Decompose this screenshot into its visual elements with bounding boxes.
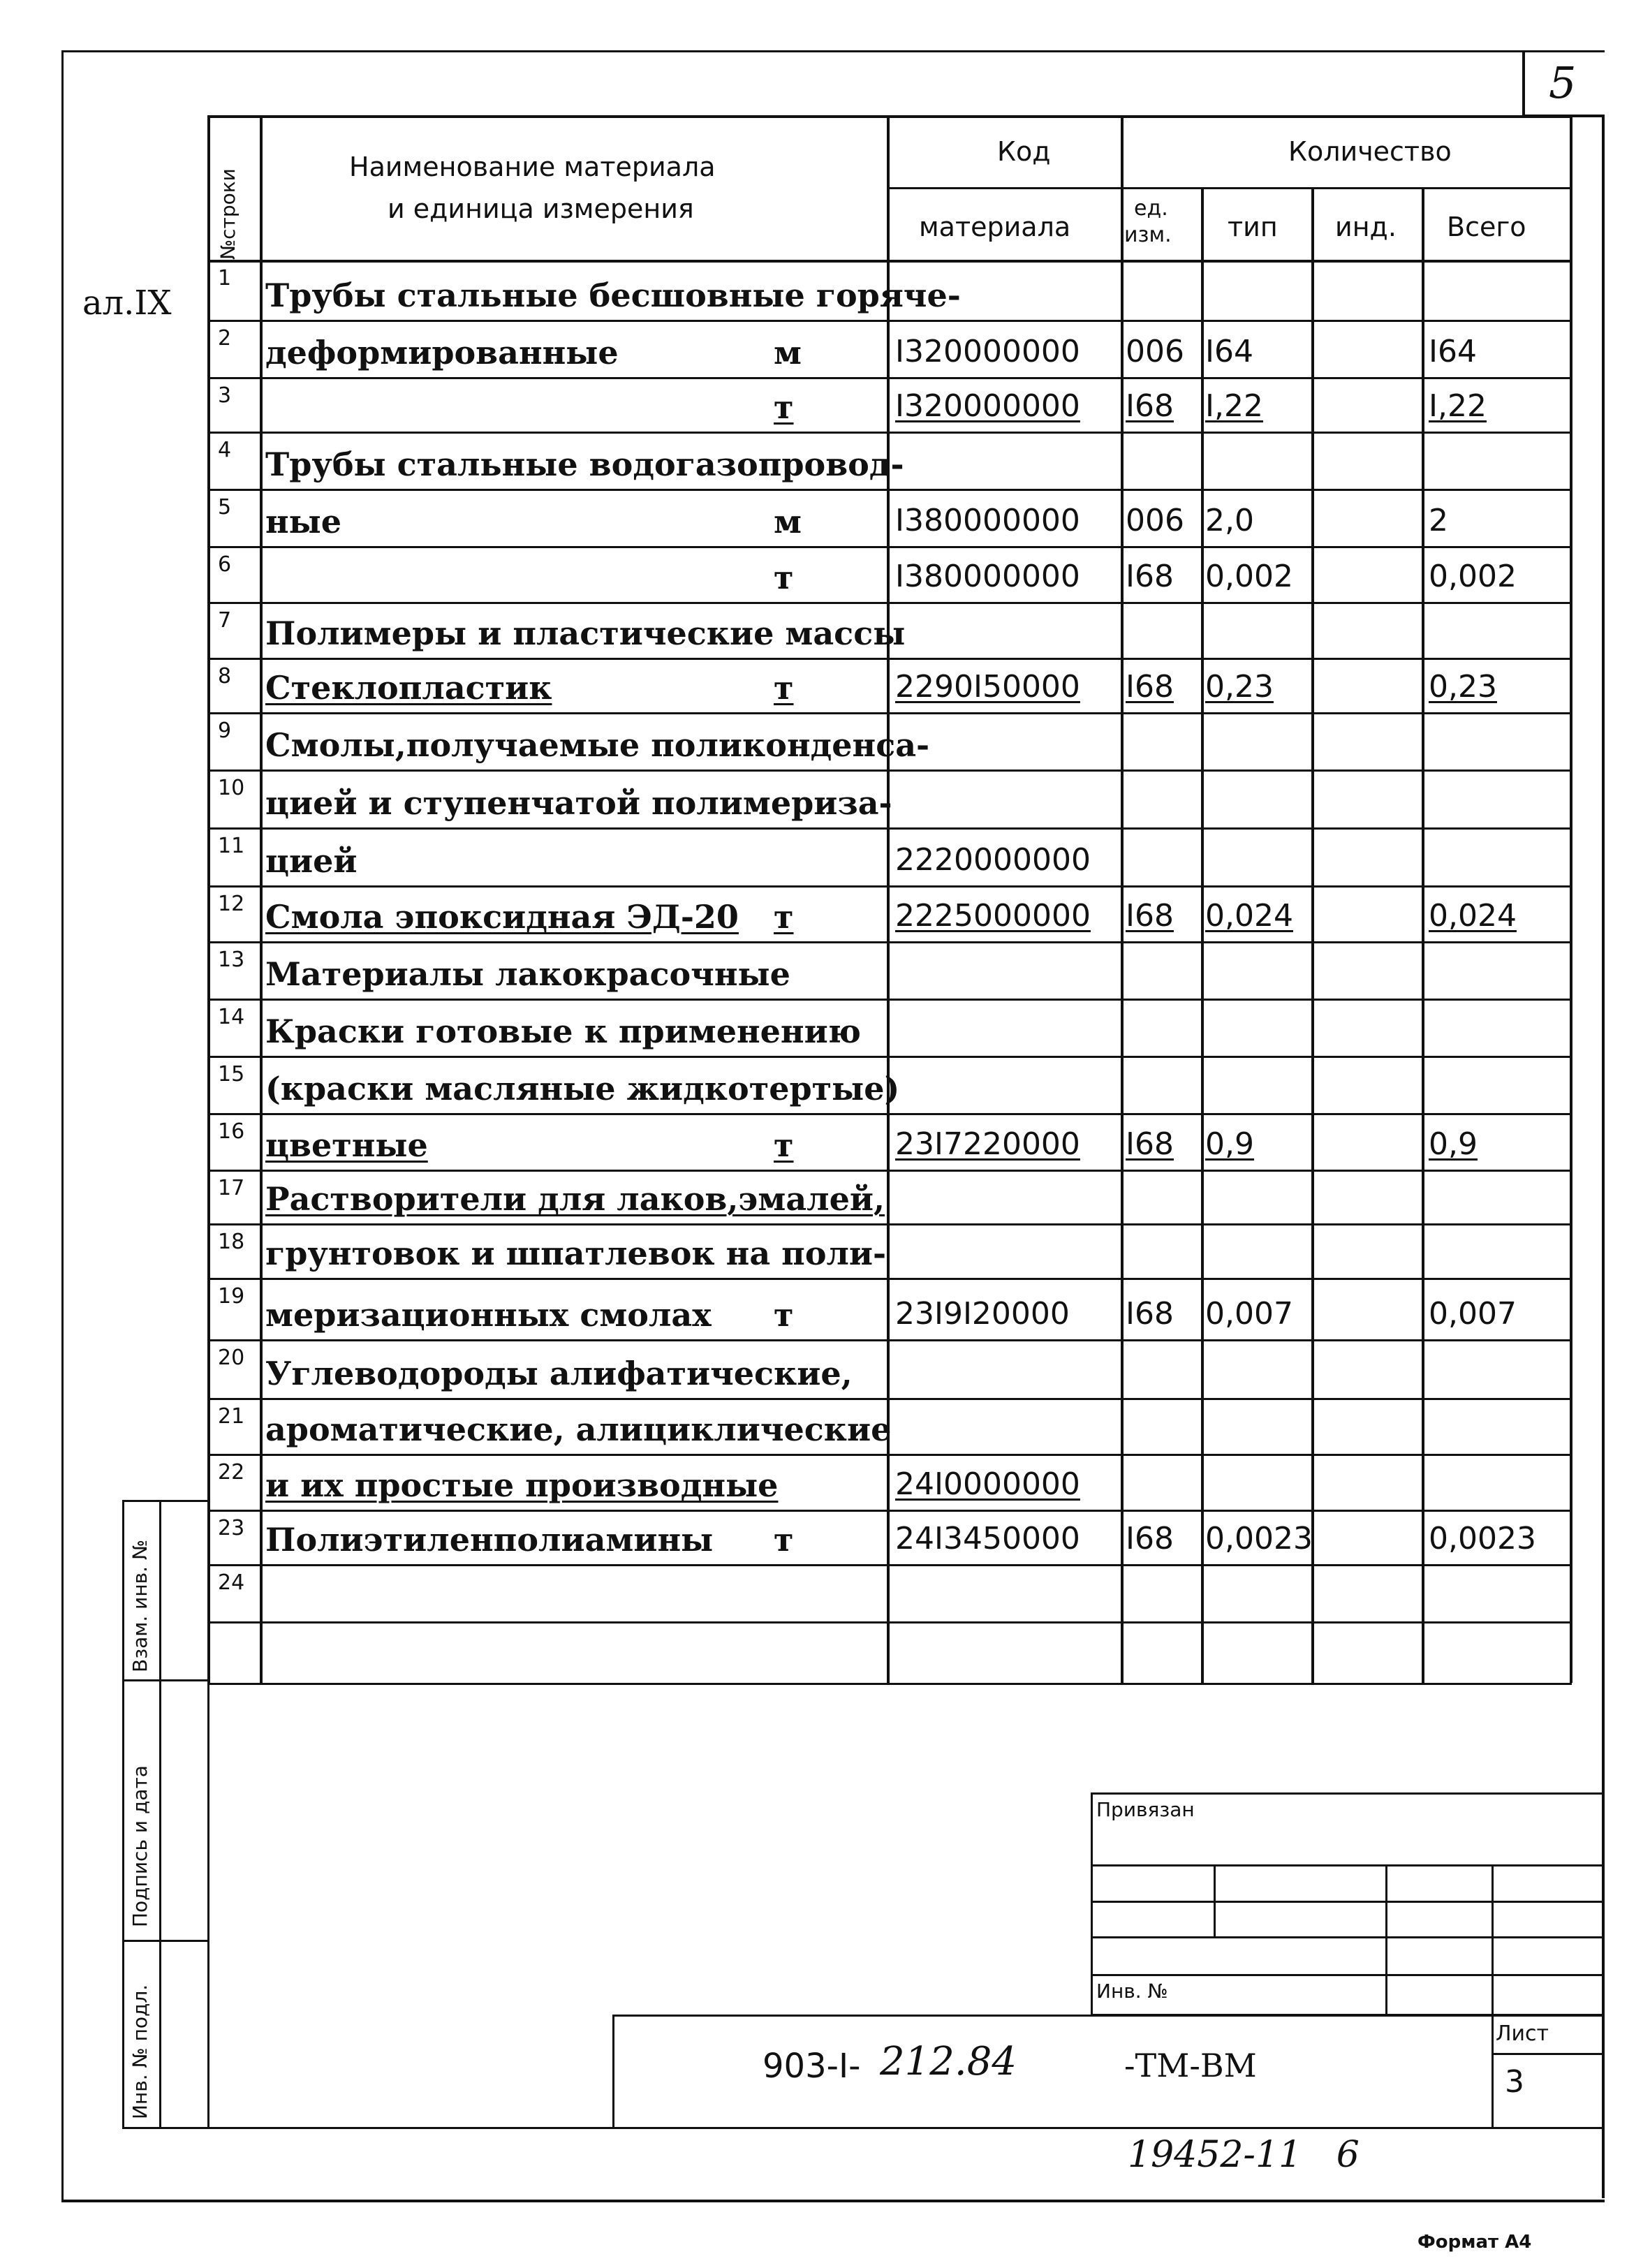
row-line-9 bbox=[207, 770, 1572, 772]
row-line-1 bbox=[207, 320, 1572, 322]
material-code: 23I7220000 bbox=[895, 1126, 1080, 1162]
row-number: 18 bbox=[218, 1230, 245, 1254]
row-number: 6 bbox=[218, 552, 232, 577]
side-label-inv-podl: Инв. № подл. bbox=[128, 1984, 152, 2119]
row-line-11 bbox=[207, 885, 1572, 888]
row-number: 17 bbox=[218, 1176, 245, 1200]
material-name: грунтовок и шпатлевок на поли- bbox=[265, 1235, 887, 1272]
material-name: Краски готовые к применению bbox=[265, 1012, 861, 1050]
material-unit-letter: т bbox=[774, 1296, 794, 1334]
privyazan-v2 bbox=[1385, 1864, 1387, 2016]
row-number: 12 bbox=[218, 892, 245, 916]
material-name: Полиэтиленполиамины bbox=[265, 1521, 714, 1559]
material-code: 2290I50000 bbox=[895, 669, 1080, 705]
material-name: и их простые производные bbox=[265, 1466, 779, 1504]
col-type-line bbox=[1311, 187, 1314, 1683]
row-line-18 bbox=[207, 1278, 1572, 1280]
material-unit-letter: т bbox=[774, 559, 794, 596]
page-number: 5 bbox=[1549, 57, 1577, 108]
qty-total: 0,9 bbox=[1429, 1126, 1478, 1162]
qty-total: I,22 bbox=[1429, 388, 1487, 424]
header-code: Код bbox=[997, 136, 1051, 167]
material-code: I320000000 bbox=[895, 388, 1080, 424]
qty-type: 0,0023 bbox=[1205, 1521, 1313, 1556]
unit-code: I68 bbox=[1126, 1521, 1174, 1556]
side-sep1 bbox=[122, 1679, 209, 1681]
col-ind-line bbox=[1422, 187, 1424, 1683]
qty-type: 0,002 bbox=[1205, 559, 1293, 594]
row-number: 22 bbox=[218, 1460, 245, 1485]
row-number: 11 bbox=[218, 834, 245, 858]
header-individual: инд. bbox=[1335, 212, 1397, 242]
sheet-label: Лист bbox=[1496, 2022, 1549, 2046]
material-name: деформированные bbox=[265, 334, 619, 371]
left-margin-note: ал.IX bbox=[82, 284, 172, 323]
material-unit-letter: м bbox=[774, 334, 802, 371]
row-number: 1 bbox=[218, 266, 232, 290]
row-line-22 bbox=[207, 1510, 1572, 1512]
material-code: 24I3450000 bbox=[895, 1521, 1080, 1556]
frame-bottom bbox=[61, 2200, 1605, 2202]
qty-type: I,22 bbox=[1205, 388, 1263, 424]
privyazan-h1 bbox=[1091, 1864, 1602, 1866]
header-quantity: Количество bbox=[1288, 136, 1452, 167]
row-line-6 bbox=[207, 602, 1572, 604]
doc-handwritten: 212.84 bbox=[880, 2039, 1017, 2084]
row-number: 10 bbox=[218, 776, 245, 800]
sheet-number: 3 bbox=[1505, 2064, 1524, 2100]
unit-code: 006 bbox=[1126, 503, 1184, 538]
material-unit-letter: т bbox=[774, 898, 794, 936]
row-line-7 bbox=[207, 658, 1572, 660]
qty-type: I64 bbox=[1205, 334, 1253, 369]
material-unit-letter: т bbox=[774, 1521, 794, 1559]
privyazan-v1 bbox=[1214, 1864, 1216, 1938]
row-number: 19 bbox=[218, 1284, 245, 1309]
unit-code: I68 bbox=[1126, 388, 1174, 424]
format-label: Формат А4 bbox=[1417, 2232, 1532, 2253]
qty-type: 0,007 bbox=[1205, 1296, 1293, 1332]
bottom-handwritten-note: 19452-11 6 bbox=[1128, 2134, 1360, 2176]
row-line-25 bbox=[207, 1683, 1572, 1685]
row-number: 24 bbox=[218, 1570, 245, 1595]
material-name: Трубы стальные бесшовные горяче- bbox=[265, 277, 961, 314]
material-unit-letter: т bbox=[774, 388, 794, 426]
material-code: 2220000000 bbox=[895, 842, 1091, 878]
doc-prefix: 903-I- bbox=[763, 2047, 861, 2086]
unit-code: I68 bbox=[1126, 1296, 1174, 1332]
unit-code: I68 bbox=[1126, 669, 1174, 705]
row-number: 2 bbox=[218, 326, 232, 351]
qty-type: 0,024 bbox=[1205, 898, 1293, 934]
privyazan-h2 bbox=[1091, 1901, 1602, 1903]
side-label-vzam: Взам. инв. № bbox=[128, 1539, 152, 1672]
material-name: (краски масляные жидкотертые) bbox=[265, 1070, 900, 1107]
table-left-extension bbox=[207, 1683, 209, 2128]
qty-type: 0,9 bbox=[1205, 1126, 1254, 1162]
row-number: 7 bbox=[218, 608, 232, 633]
row-line-12 bbox=[207, 941, 1572, 943]
header-bottom-line bbox=[207, 260, 1572, 263]
frame-right bbox=[1602, 117, 1605, 2198]
row-line-2 bbox=[207, 377, 1572, 379]
side-col-mid bbox=[159, 1500, 161, 2128]
row-number: 8 bbox=[218, 664, 232, 688]
col-unit-line bbox=[1201, 187, 1204, 1683]
material-code: I380000000 bbox=[895, 559, 1080, 594]
qty-type: 0,23 bbox=[1205, 669, 1274, 705]
col-left-line bbox=[207, 115, 210, 1683]
col-rownum-line bbox=[260, 115, 263, 1683]
col-right-line bbox=[1570, 115, 1572, 1683]
unit-code: I68 bbox=[1126, 1126, 1174, 1162]
row-line-5 bbox=[207, 546, 1572, 548]
row-line-10 bbox=[207, 827, 1572, 830]
material-code: I380000000 bbox=[895, 503, 1080, 538]
row-line-15 bbox=[207, 1113, 1572, 1115]
row-line-13 bbox=[207, 999, 1572, 1001]
row-number: 4 bbox=[218, 438, 232, 462]
material-name: Растворители для лаков,эмалей, bbox=[265, 1180, 885, 1218]
doc-suffix: -ТМ-ВМ bbox=[1124, 2047, 1257, 2084]
row-number: 9 bbox=[218, 719, 232, 743]
privyazan-label: Привязан bbox=[1096, 1798, 1195, 1821]
material-name: цветные bbox=[265, 1126, 428, 1164]
row-line-21 bbox=[207, 1454, 1572, 1456]
title-sheet-sep bbox=[1491, 2015, 1494, 2128]
qty-total: 2 bbox=[1429, 503, 1448, 538]
qty-total: 0,007 bbox=[1429, 1296, 1517, 1332]
row-line-8 bbox=[207, 712, 1572, 714]
header-total: Всего bbox=[1447, 212, 1526, 242]
material-name: меризационных смолах bbox=[265, 1296, 712, 1334]
material-name: цией bbox=[265, 842, 358, 880]
header-type: тип bbox=[1228, 212, 1278, 242]
row-line-3 bbox=[207, 432, 1572, 434]
material-unit-letter: т bbox=[774, 1126, 794, 1164]
col-code-line bbox=[1121, 115, 1124, 1683]
qty-total: 0,002 bbox=[1429, 559, 1517, 594]
title-block bbox=[612, 2015, 1602, 2128]
header-name-line1: Наименование материала bbox=[349, 152, 716, 182]
row-number: 5 bbox=[218, 495, 232, 520]
qty-total: 0,23 bbox=[1429, 669, 1497, 705]
material-name: ные bbox=[265, 503, 342, 540]
qty-type: 2,0 bbox=[1205, 503, 1254, 538]
material-code: 24I0000000 bbox=[895, 1466, 1080, 1502]
material-code: 23I9I20000 bbox=[895, 1296, 1070, 1332]
material-name: ароматические, алициклические bbox=[265, 1411, 892, 1448]
material-name: Трубы стальные водогазопровод- bbox=[265, 446, 904, 483]
privyazan-h3 bbox=[1091, 1936, 1602, 1938]
row-number: 14 bbox=[218, 1005, 245, 1029]
unit-code: I68 bbox=[1126, 559, 1174, 594]
header-unit-line1: ед. bbox=[1134, 196, 1168, 221]
header-row-number: №строки bbox=[216, 168, 240, 260]
row-number: 20 bbox=[218, 1346, 245, 1370]
material-name: Смолы,получаемые поликонденса- bbox=[265, 726, 930, 764]
unit-code: 006 bbox=[1126, 334, 1184, 369]
row-number: 16 bbox=[218, 1119, 245, 1144]
row-line-14 bbox=[207, 1056, 1572, 1058]
privyazan-h4 bbox=[1091, 1974, 1602, 1976]
qty-total: 0,0023 bbox=[1429, 1521, 1536, 1556]
header-unit-line2: изм. bbox=[1124, 223, 1172, 247]
material-name: Углеводороды алифатические, bbox=[265, 1355, 853, 1392]
row-line-20 bbox=[207, 1398, 1572, 1400]
inv-no-label: Инв. № bbox=[1096, 1980, 1168, 2003]
side-top bbox=[122, 1500, 209, 1502]
row-number: 21 bbox=[218, 1404, 245, 1429]
row-line-24 bbox=[207, 1621, 1572, 1623]
row-line-4 bbox=[207, 489, 1572, 491]
header-material: материала bbox=[919, 212, 1071, 242]
row-number: 15 bbox=[218, 1062, 245, 1087]
side-col-left bbox=[122, 1500, 124, 2128]
material-name: Стеклопластик bbox=[265, 669, 552, 707]
material-unit-letter: м bbox=[774, 503, 802, 540]
side-sep2 bbox=[122, 1940, 209, 1942]
header-name-line2: и единица измерения bbox=[388, 193, 694, 224]
row-line-17 bbox=[207, 1223, 1572, 1225]
row-line-23 bbox=[207, 1564, 1572, 1566]
material-code: I320000000 bbox=[895, 334, 1080, 369]
material-code: 2225000000 bbox=[895, 898, 1091, 934]
row-number: 23 bbox=[218, 1516, 245, 1540]
row-line-19 bbox=[207, 1339, 1572, 1341]
material-name: Смола эпоксидная ЭД-20 bbox=[265, 898, 739, 936]
privyazan-v3 bbox=[1491, 1864, 1494, 2016]
table-top-border bbox=[207, 115, 1572, 118]
material-name: цией и ступенчатой полимериза- bbox=[265, 784, 892, 822]
row-line-16 bbox=[207, 1170, 1572, 1172]
row-number: 13 bbox=[218, 948, 245, 972]
side-label-podpis: Подпись и дата bbox=[128, 1765, 152, 1927]
material-unit-letter: т bbox=[774, 669, 794, 707]
material-name: Полимеры и пластические массы bbox=[265, 614, 906, 652]
row-number: 3 bbox=[218, 383, 232, 408]
material-name: Материалы лакокрасочные bbox=[265, 955, 790, 993]
title-sheet-hline bbox=[1491, 2053, 1602, 2055]
unit-code: I68 bbox=[1126, 898, 1174, 934]
header-mid-line bbox=[887, 187, 1572, 189]
qty-total: I64 bbox=[1429, 334, 1477, 369]
qty-total: 0,024 bbox=[1429, 898, 1517, 934]
